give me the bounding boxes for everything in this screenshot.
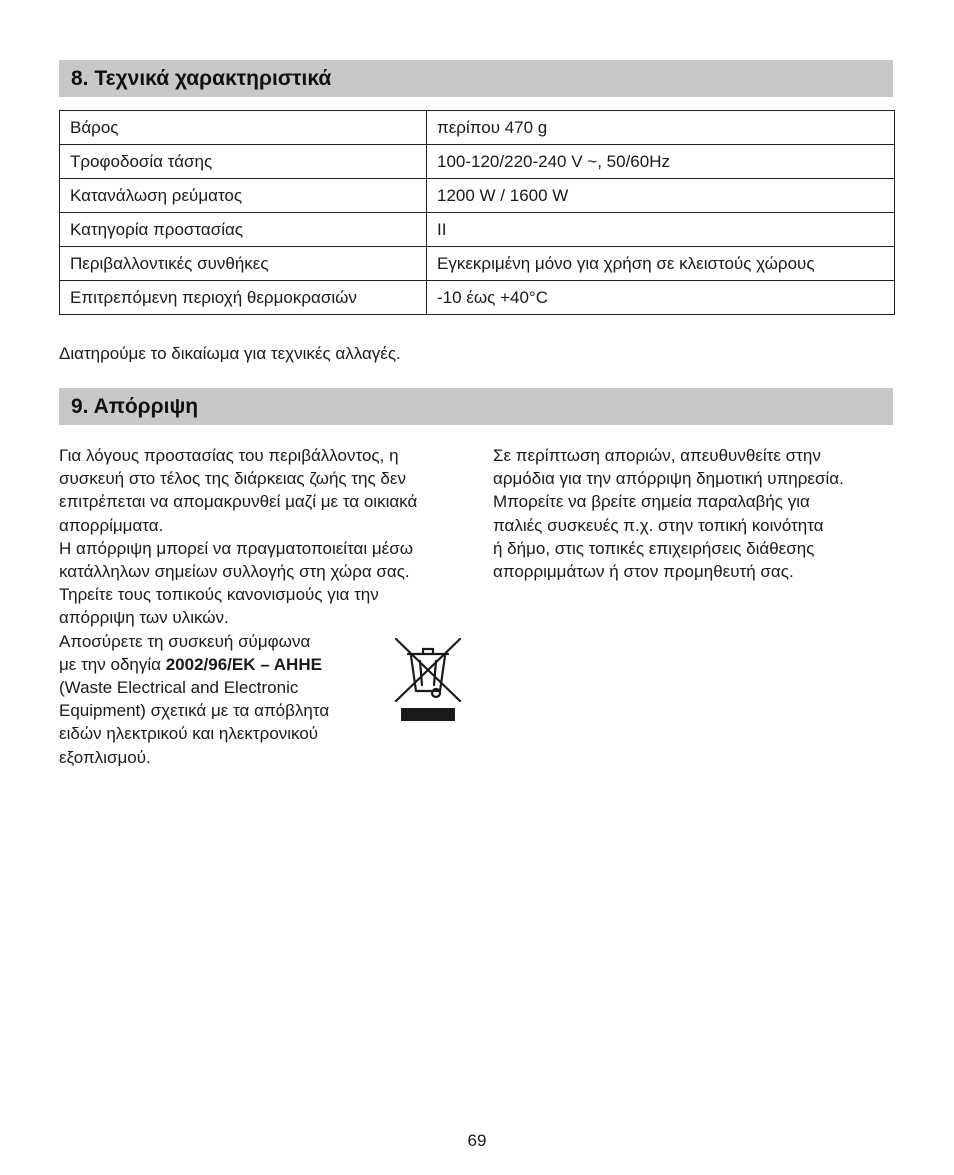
disposal-right-column [493, 444, 893, 583]
spec-label: Επιτρεπόμενη περιοχή θερμοκρασιών [60, 281, 427, 315]
spec-value: -10 έως +40°C [427, 281, 895, 315]
text-line: απορρίμματα. [59, 515, 164, 535]
spec-value: περίπου 470 g [427, 111, 895, 145]
text-line: εξοπλισμού. [59, 747, 151, 767]
spec-label: Κατηγορία προστασίας [60, 213, 427, 247]
table-row [60, 111, 895, 145]
table-row [60, 281, 895, 315]
section-9-header [59, 388, 893, 425]
spec-label: Τροφοδοσία τάσης [60, 145, 427, 179]
text-line: (Waste Electrical and Electronic [59, 678, 299, 698]
technical-changes-note: Διατηρούμε το δικαίωμα για τεχνικές αλλαγές. [59, 344, 401, 363]
directive-prefix: με την οδηγία [59, 654, 166, 674]
spec-value: 100-120/220-240 V ~, 50/60Hz [427, 145, 895, 179]
table-row [60, 213, 895, 247]
text-line: Equipment) σχετικά με τα απόβλητα [59, 701, 330, 721]
spec-value: II [427, 213, 895, 247]
text-line: απορριμμάτων ή στον προμηθευτή σας. [493, 562, 794, 582]
weee-crossed-bin-icon [392, 635, 464, 723]
text-line: Η απόρριψη μπορεί να πραγματοποιείται μέσω [59, 538, 414, 558]
text-line: Τηρείτε τους τοπικούς κανονισμούς για την [59, 585, 379, 605]
spec-label: Βάρος [60, 111, 427, 145]
text-line: αρμόδια για την απόρριψη δημοτική υπηρεσία. [493, 469, 844, 489]
section-8-title: 8. Τεχνικά χαρακτηριστικά [71, 66, 332, 90]
specs-table [59, 110, 895, 315]
text-line: κατάλληλων σημείων συλλογής στη χώρα σας. [59, 562, 410, 582]
text-line: επιτρέπεται να απομακρυνθεί μαζί με τα οικιακά [59, 492, 418, 512]
text-line: παλιές συσκευές π.χ. στην τοπική κοινότητα [493, 515, 824, 535]
text-line: συσκευή στο τέλος της διάρκειας ζωής της δεν [59, 469, 406, 489]
spec-value: 1200 W / 1600 W [427, 179, 895, 213]
spec-value: Εγκεκριμένη μόνο για χρήση σε κλειστούς χώρους [427, 247, 895, 281]
section-9-title: 9. Απόρριψη [71, 394, 199, 418]
text-line: Για λόγους προστασίας του περιβάλλοντος, η [59, 446, 399, 465]
text-line: ή δήμο, στις τοπικές επιχειρήσεις διάθεσης [493, 538, 815, 558]
text-line: ειδών ηλεκτρικού και ηλεκτρονικού [59, 724, 319, 744]
text-line: Σε περίπτωση αποριών, απευθυνθείτε στην [493, 446, 821, 465]
table-row [60, 247, 895, 281]
text-line: Μπορείτε να βρείτε σημεία παραλαβής για [493, 492, 810, 512]
text-line: Αποσύρετε τη συσκευή σύμφωνα [59, 631, 311, 651]
table-row [60, 179, 895, 213]
directive-code: 2002/96/ΕΚ – ΑΗΗΕ [165, 654, 322, 674]
spec-label: Κατανάλωση ρεύματος [60, 179, 427, 213]
section-8-header [59, 60, 893, 97]
table-row [60, 145, 895, 179]
page-number: 69 [467, 1131, 487, 1150]
text-line: απόρριψη των υλικών. [59, 608, 229, 628]
spec-label: Περιβαλλοντικές συνθήκες [60, 247, 427, 281]
